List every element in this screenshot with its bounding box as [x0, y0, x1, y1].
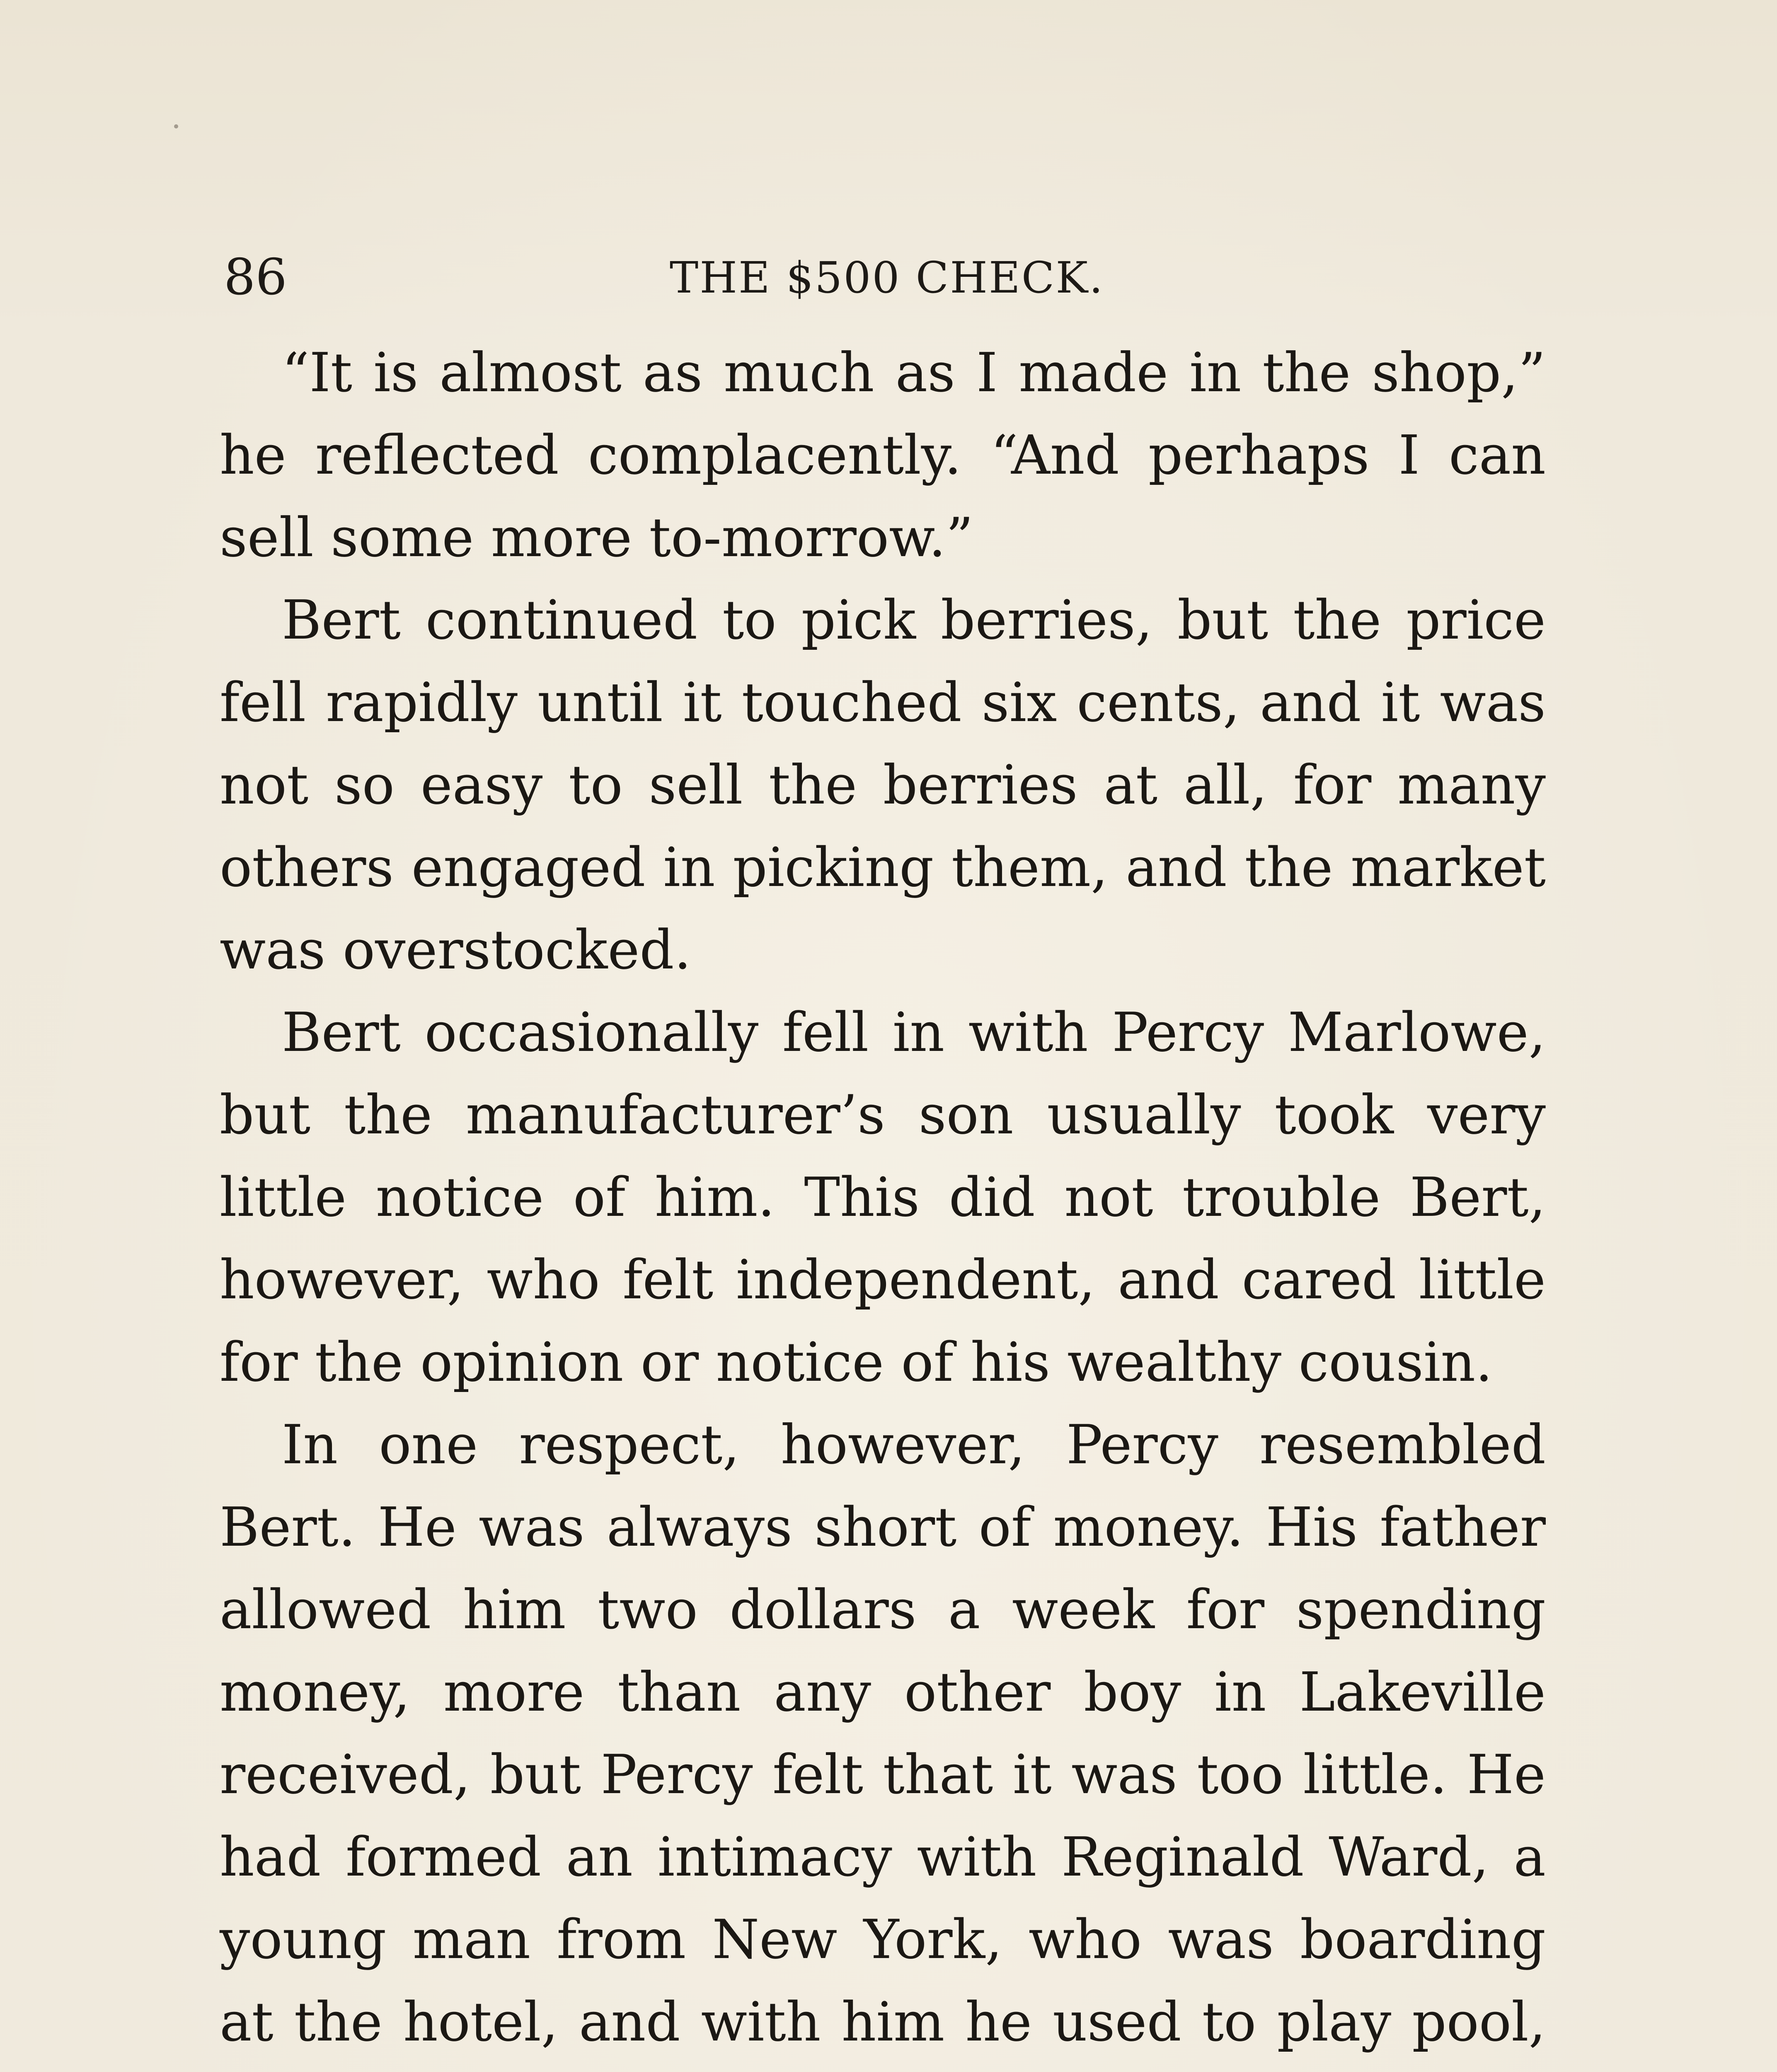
page-header	[224, 244, 1550, 311]
paragraph-4: In one respect, however, Percy resembled Bert. He was always short of money. His father allowed him two dollars a week for spending money, more than any other boy in Lakeville received, but Percy felt that it was too little. He had formed an intimacy with Reginald Ward, a young man from New York, who was boarding at the hotel, and with him he used to play pool,	[220, 1413, 1546, 2053]
running-head	[224, 244, 1550, 311]
page-number: 86	[224, 249, 287, 306]
running-head-text: THE $500 CHECK.	[669, 252, 1104, 303]
paragraph-2: Bert continued to pick berries, but the price fell rapidly until it touched six cents, and it was not so easy to sell the berries at all, for many others engaged in picking them, and the market was overstocked.	[220, 588, 1546, 981]
paper-speck	[174, 124, 178, 128]
body-text	[220, 332, 1546, 2072]
paragraph-1: “It is almost as much as I made in the shop,” he reflected complacently. “And perhaps I can sell some more to-morrow.”	[220, 341, 1546, 569]
paragraph-3: Bert occasionally fell in with Percy Marlowe, but the manufacturer’s son usually took very little notice of him. This did not trouble Bert, however, who felt independent, and cared little for the opinion or notice of his wealthy cousin.	[220, 1001, 1546, 1394]
